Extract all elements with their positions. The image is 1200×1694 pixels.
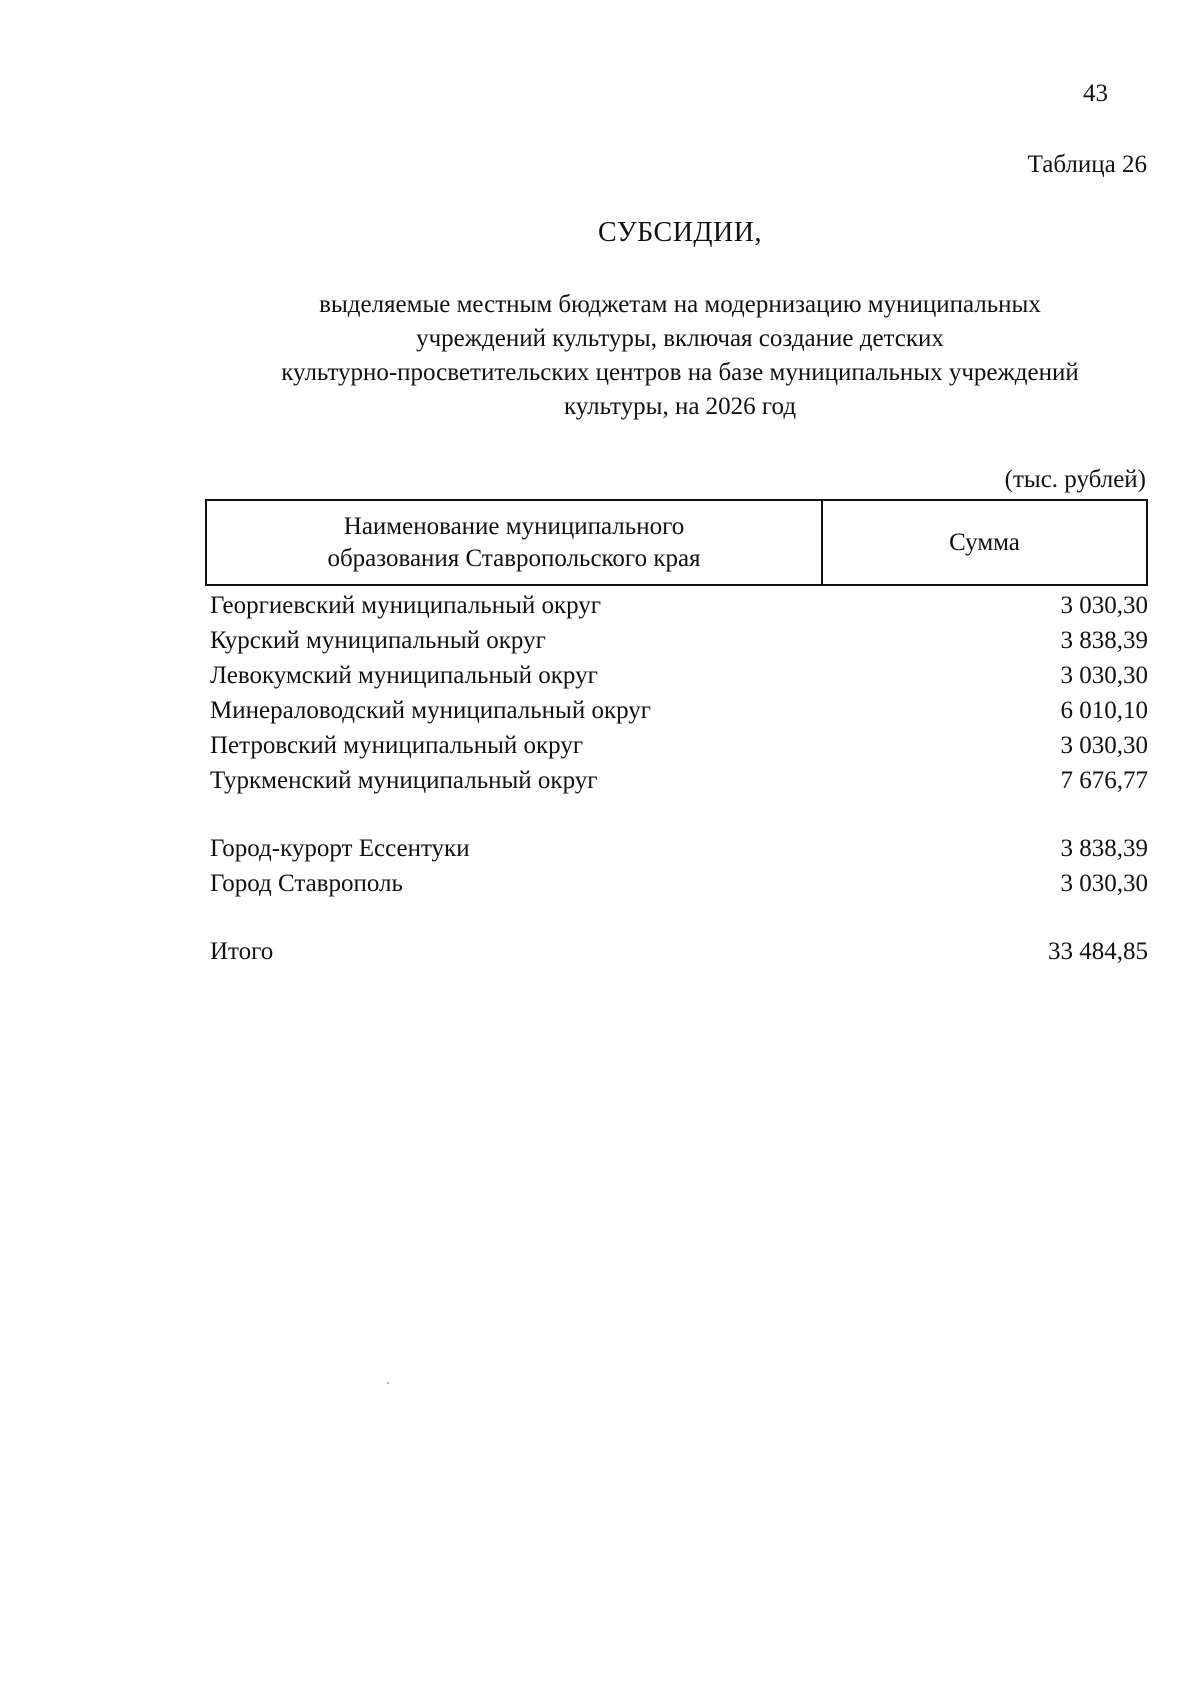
row-sum: 7 676,77: [1060, 767, 1148, 794]
header-name-line: Наименование муниципального: [343, 512, 685, 540]
row-spacer: [210, 901, 1148, 934]
row-sum: 3 838,39: [1060, 835, 1148, 862]
table-row: [210, 658, 1148, 693]
document-title: СУБСИДИИ,: [598, 217, 762, 248]
table-row: [210, 728, 1148, 763]
document-subtitle: [200, 288, 1160, 424]
row-spacer: [210, 798, 1148, 831]
page-number: 43: [1083, 80, 1108, 107]
subtitle-line: учреждений культуры, включая создание детских: [416, 325, 944, 352]
row-sum: 3 030,30: [1060, 732, 1148, 759]
row-sum: 6 010,10: [1060, 697, 1148, 724]
row-name: Георгиевский муниципальный округ: [210, 592, 602, 619]
total-sum: 33 484,85: [1048, 938, 1148, 965]
row-sum: 3 838,39: [1060, 627, 1148, 654]
table-row: [210, 831, 1148, 866]
row-sum: 3 030,30: [1060, 592, 1148, 619]
table-header: [205, 499, 1148, 586]
row-name: Курский муниципальный округ: [210, 627, 546, 654]
header-name-line: образования Ставропольского края: [327, 544, 701, 572]
subtitle-line: выделяемые местным бюджетам на модернизацию муниципальных: [319, 291, 1041, 318]
header-sum-cell: Сумма: [949, 528, 1020, 556]
row-name: Город Ставрополь: [210, 870, 403, 897]
table-row: [210, 623, 1148, 658]
row-name: Петровский муниципальный округ: [210, 732, 584, 759]
subtitle-line: культурно-просветительских центров на базе муниципальных учреждений: [281, 359, 1079, 386]
total-name: Итого: [210, 938, 274, 965]
table-body: [210, 588, 1148, 969]
row-sum: 3 030,30: [1060, 870, 1148, 897]
table-row: [210, 763, 1148, 798]
row-sum: 3 030,30: [1060, 662, 1148, 689]
row-name: Туркменский муниципальный округ: [210, 767, 598, 794]
table-label: Таблица 26: [1027, 151, 1147, 178]
units-label: (тыс. рублей): [1004, 466, 1146, 493]
table-row: [210, 693, 1148, 728]
total-row: [210, 934, 1148, 969]
scan-speck: [387, 1382, 389, 1384]
row-name: Левокумский муниципальный округ: [210, 662, 598, 689]
header-name-cell: [207, 501, 823, 584]
row-name: Город-курорт Ессентуки: [210, 835, 470, 862]
table-row: [210, 866, 1148, 901]
table-row: [210, 588, 1148, 623]
row-name: Минераловодский муниципальный округ: [210, 697, 652, 724]
subtitle-line: культуры, на 2026 год: [563, 393, 797, 420]
